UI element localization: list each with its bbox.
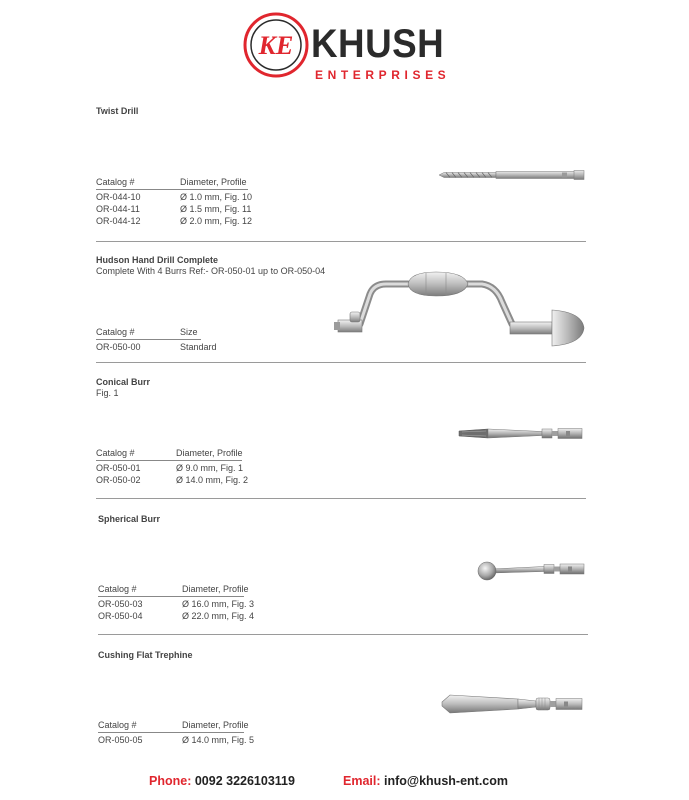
- column-header-spec: Diameter, Profile: [182, 584, 249, 594]
- catalog-number: OR-050-02: [96, 475, 141, 485]
- ke-monogram-icon: [243, 12, 309, 78]
- column-header-catalog: Catalog #: [96, 177, 135, 187]
- catalog-number: OR-050-04: [98, 611, 143, 621]
- section-divider: [98, 634, 588, 635]
- brand-tagline: ENTERPRISES: [315, 68, 451, 82]
- section-subtitle: Fig. 1: [96, 388, 119, 398]
- brand-name: KHUSH: [311, 22, 445, 66]
- column-header-catalog: Catalog #: [96, 448, 135, 458]
- column-header-spec: Size: [180, 327, 198, 337]
- phone-contact: [149, 773, 295, 789]
- spherical-burr-image: [474, 558, 588, 584]
- header-rule: [98, 732, 244, 733]
- catalog-number: OR-044-12: [96, 216, 141, 226]
- section-title: Twist Drill: [96, 106, 139, 116]
- catalog-number: OR-050-01: [96, 463, 141, 473]
- section-title: Conical Burr: [96, 377, 151, 387]
- column-header-catalog: Catalog #: [98, 720, 137, 730]
- spec-value: Ø 1.0 mm, Fig. 10: [180, 192, 253, 202]
- column-header-catalog: Catalog #: [96, 327, 135, 337]
- email-contact: [343, 773, 508, 789]
- section-title: Spherical Burr: [98, 514, 161, 524]
- section-title: Cushing Flat Trephine: [98, 650, 193, 660]
- column-header-catalog: Catalog #: [98, 584, 137, 594]
- header-rule: [96, 339, 201, 340]
- email-address[interactable]: info@khush-ent.com: [384, 774, 508, 788]
- catalog-number: OR-044-11: [96, 204, 140, 214]
- spec-value: Ø 22.0 mm, Fig. 4: [182, 611, 255, 621]
- catalog-number: OR-050-00: [96, 342, 141, 352]
- spec-value: Standard: [180, 342, 217, 352]
- hand-drill-image: [330, 262, 586, 352]
- section-divider: [96, 498, 586, 499]
- catalog-number: OR-044-10: [96, 192, 141, 202]
- spec-value: Ø 14.0 mm, Fig. 2: [176, 475, 249, 485]
- section-title: Hudson Hand Drill Complete: [96, 255, 219, 265]
- column-header-spec: Diameter, Profile: [176, 448, 243, 458]
- column-header-spec: Diameter, Profile: [180, 177, 247, 187]
- email-label: Email:: [343, 774, 381, 788]
- spec-value: Ø 9.0 mm, Fig. 1: [176, 463, 244, 473]
- phone-label: Phone:: [149, 774, 192, 788]
- section-divider: [96, 362, 586, 363]
- section-subtitle: Complete With 4 Burrs Ref:- OR-050-01 up to OR-050-04: [96, 266, 326, 276]
- section-divider: [96, 241, 586, 242]
- company-logo: [243, 12, 453, 82]
- flat-trephine-image: [438, 690, 588, 720]
- twist-drill-image: [436, 166, 588, 184]
- spec-value: Ø 14.0 mm, Fig. 5: [182, 735, 255, 745]
- catalog-number: OR-050-03: [98, 599, 143, 609]
- phone-number[interactable]: 0092 3226103119: [194, 774, 295, 788]
- column-header-spec: Diameter, Profile: [182, 720, 249, 730]
- spec-value: Ø 16.0 mm, Fig. 3: [182, 599, 255, 609]
- spec-value: Ø 1.5 mm, Fig. 11: [180, 204, 252, 214]
- header-rule: [96, 189, 248, 190]
- spec-value: Ø 2.0 mm, Fig. 12: [180, 216, 253, 226]
- monogram-text: KE: [258, 31, 294, 60]
- header-rule: [98, 596, 244, 597]
- header-rule: [96, 460, 242, 461]
- conical-burr-image: [456, 424, 588, 444]
- catalog-number: OR-050-05: [98, 735, 143, 745]
